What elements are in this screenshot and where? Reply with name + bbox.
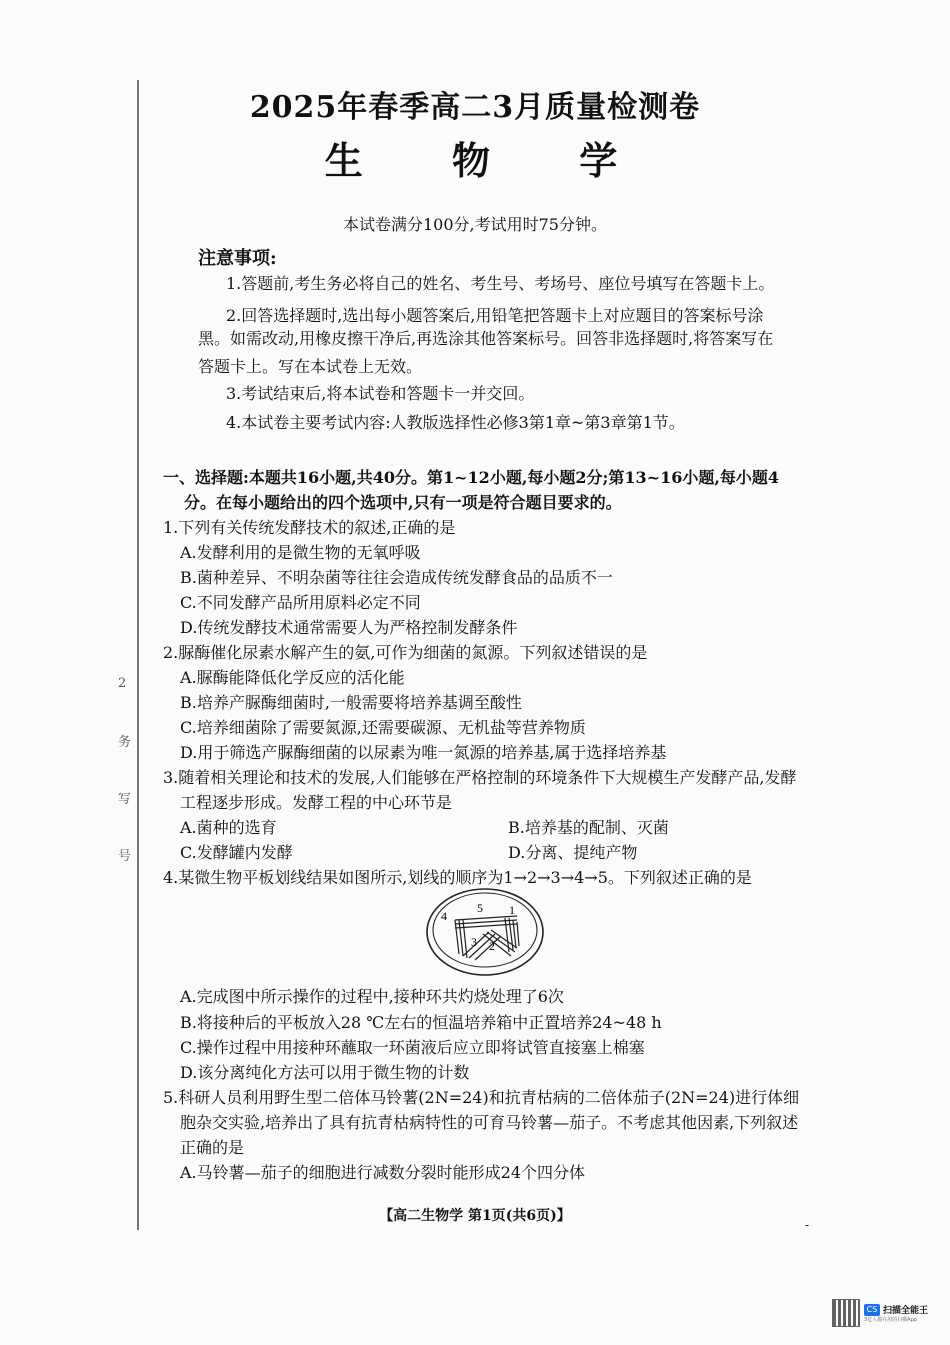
figure-label-5: 5	[477, 901, 483, 915]
q2-option-c: C.培养细菌除了需要氮源,还需要碳源、无机盐等营养物质	[180, 718, 586, 737]
notice-item-4: 4.本试卷主要考试内容:人教版选择性必修3第1章~第3章第1节。	[226, 413, 685, 432]
scanner-name: 扫描全能王	[883, 1306, 929, 1316]
binding-line	[137, 80, 139, 1230]
q2-option-b: B.培养产脲酶细菌时,一般需要将培养基调至酸性	[180, 693, 522, 712]
q3-option-d: D.分离、提纯产物	[508, 843, 638, 862]
notice-item-2-line3: 答题卡上。写在本试卷上无效。	[198, 357, 423, 376]
petri-dish-figure	[425, 886, 545, 978]
notice-heading: 注意事项:	[198, 248, 277, 269]
q4-option-a: A.完成图中所示操作的过程中,接种环共灼烧处理了6次	[180, 987, 564, 1006]
q1-option-c: C.不同发酵产品所用原料必定不同	[180, 593, 421, 612]
margin-mark: 务	[118, 735, 132, 750]
section-heading-line1: 一、选择题:本题共16小题,共40分。第1~12小题,每小题2分;第13~16小题,每小题4	[163, 468, 780, 487]
notice-item-3: 3.考试结束后,将本试卷和答题卡一并交回。	[226, 384, 535, 403]
q2-stem: 2.脲酶催化尿素水解产生的氨,可作为细菌的氮源。下列叙述错误的是	[163, 643, 648, 662]
q5-stem-line2: 胞杂交实验,培养出了具有抗青枯病特性的可育马铃薯—茄子。不考虑其他因素,下列叙述	[180, 1113, 799, 1132]
page-footer: 【高二生物学 第1页(共6页)】	[379, 1208, 571, 1224]
margin-mark: 2	[118, 676, 127, 691]
notice-item-1: 1.答题前,考生务必将自己的姓名、考生号、考场号、座位号填写在答题卡上。	[226, 274, 775, 293]
subject-title: 生 物 学	[324, 138, 656, 183]
q2-option-d: D.用于筛选产脲酶细菌的以尿素为唯一氮源的培养基,属于选择培养基	[180, 743, 667, 762]
q3-stem-line1: 3.随着相关理论和技术的发展,人们能够在严格控制的环境条件下大规模生产发酵产品,发酵	[163, 768, 797, 787]
q5-option-a: A.马铃薯—茄子的细胞进行减数分裂时能形成24个四分体	[180, 1163, 586, 1182]
scanner-watermark	[832, 1298, 932, 1328]
q3-option-b: B.培养基的配制、灭菌	[508, 818, 669, 837]
q1-option-a: A.发酵利用的是微生物的无氧呼吸	[180, 543, 421, 562]
q3-option-a: A.菌种的选育	[180, 818, 277, 837]
scanner-subtitle: 3亿人都在用的扫描App	[864, 1317, 917, 1323]
camscanner-logo-icon: CS	[864, 1304, 880, 1316]
notice-item-2-line2: 黑。如需改动,用橡皮擦干净后,再选涂其他答案标号。回答非选择题时,将答案写在	[198, 329, 774, 348]
q4-option-c: C.操作过程中用接种环蘸取一环菌液后应立即将试管直接塞上棉塞	[180, 1038, 645, 1057]
figure-label-2: 2	[489, 939, 495, 953]
figure-label-4: 4	[441, 909, 447, 923]
q4-stem: 4.某微生物平板划线结果如图所示,划线的顺序为1→2→3→4→5。下列叙述正确的是	[163, 868, 752, 887]
qr-code-icon	[832, 1299, 860, 1327]
stray-mark: ‐	[805, 1218, 810, 1232]
q1-stem: 1.下列有关传统发酵技术的叙述,正确的是	[163, 518, 456, 537]
q2-option-a: A.脲酶能降低化学反应的活化能	[180, 668, 405, 687]
figure-label-1: 1	[509, 903, 515, 917]
q1-option-d: D.传统发酵技术通常需要人为严格控制发酵条件	[180, 618, 518, 637]
notice-item-2-line1: 2.回答选择题时,选出每小题答案后,用铅笔把答题卡上对应题目的答案标号涂	[226, 306, 764, 325]
exam-info: 本试卷满分100分,考试用时75分钟。	[343, 215, 607, 234]
q5-stem-line1: 5.科研人员利用野生型二倍体马铃薯(2N=24)和抗青枯病的二倍体茄子(2N=24)进行体细	[163, 1088, 800, 1107]
margin-mark: 写	[118, 792, 132, 807]
q4-option-b: B.将接种后的平板放入28 ℃左右的恒温培养箱中正置培养24~48 h	[180, 1013, 662, 1032]
figure-label-3: 3	[471, 935, 477, 949]
section-heading-line2: 分。在每小题给出的四个选项中,只有一项是符合题目要求的。	[184, 493, 622, 512]
exam-title: 2025年春季高二3月质量检测卷	[249, 90, 701, 125]
margin-mark: 号	[118, 849, 132, 864]
q3-option-c: C.发酵罐内发酵	[180, 843, 293, 862]
q3-stem-line2: 工程逐步形成。发酵工程的中心环节是	[180, 793, 453, 812]
q4-option-d: D.该分离纯化方法可以用于微生物的计数	[180, 1063, 470, 1082]
q1-option-b: B.菌种差异、不明杂菌等往往会造成传统发酵食品的品质不一	[180, 568, 613, 587]
q5-stem-line3: 正确的是	[180, 1138, 245, 1157]
